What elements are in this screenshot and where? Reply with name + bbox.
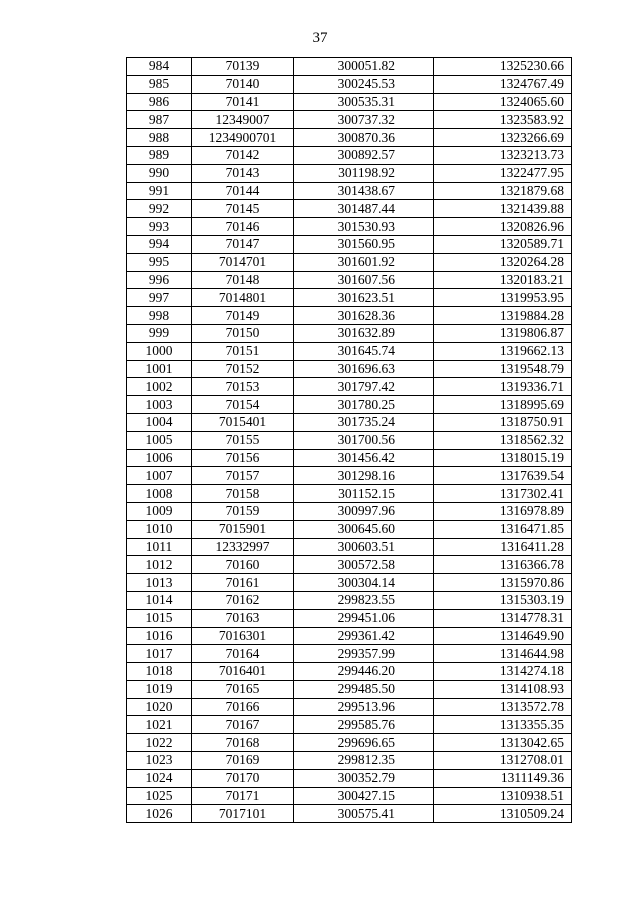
cell-y-coordinate: 1319548.79	[434, 360, 572, 378]
cell-y-coordinate: 1321879.68	[434, 182, 572, 200]
cell-point-number: 999	[127, 324, 192, 342]
cell-y-coordinate: 1318562.32	[434, 431, 572, 449]
cell-y-coordinate: 1317639.54	[434, 467, 572, 485]
cell-y-coordinate: 1310938.51	[434, 787, 572, 805]
table-row	[127, 591, 572, 609]
cell-y-coordinate: 1322477.95	[434, 164, 572, 182]
cell-x-coordinate: 301628.36	[294, 307, 434, 325]
cell-point-id: 70155	[192, 431, 294, 449]
cell-point-id: 7014801	[192, 289, 294, 307]
table-row	[127, 200, 572, 218]
cell-point-id: 70161	[192, 574, 294, 592]
cell-point-id: 70140	[192, 75, 294, 93]
cell-point-id: 70171	[192, 787, 294, 805]
cell-point-id: 70170	[192, 769, 294, 787]
table-row	[127, 360, 572, 378]
cell-x-coordinate: 300572.58	[294, 556, 434, 574]
cell-point-id: 70152	[192, 360, 294, 378]
cell-y-coordinate: 1312708.01	[434, 752, 572, 770]
table-row	[127, 378, 572, 396]
cell-x-coordinate: 299696.65	[294, 734, 434, 752]
cell-y-coordinate: 1319953.95	[434, 289, 572, 307]
cell-x-coordinate: 300352.79	[294, 769, 434, 787]
table-row	[127, 716, 572, 734]
table-row	[127, 182, 572, 200]
table-row	[127, 752, 572, 770]
cell-x-coordinate: 300304.14	[294, 574, 434, 592]
cell-point-number: 1022	[127, 734, 192, 752]
cell-x-coordinate: 301700.56	[294, 431, 434, 449]
cell-x-coordinate: 300737.32	[294, 111, 434, 129]
cell-point-id: 70167	[192, 716, 294, 734]
table-row	[127, 645, 572, 663]
cell-x-coordinate: 301298.16	[294, 467, 434, 485]
cell-point-number: 1019	[127, 680, 192, 698]
cell-x-coordinate: 301623.51	[294, 289, 434, 307]
cell-point-id: 12349007	[192, 111, 294, 129]
cell-point-number: 992	[127, 200, 192, 218]
table-row	[127, 698, 572, 716]
table-row	[127, 680, 572, 698]
cell-y-coordinate: 1323213.73	[434, 146, 572, 164]
table-row	[127, 324, 572, 342]
cell-point-number: 984	[127, 58, 192, 76]
cell-y-coordinate: 1320264.28	[434, 253, 572, 271]
cell-y-coordinate: 1319806.87	[434, 324, 572, 342]
cell-point-number: 1000	[127, 342, 192, 360]
cell-point-id: 70156	[192, 449, 294, 467]
table-row	[127, 805, 572, 823]
table-row	[127, 787, 572, 805]
table-row	[127, 663, 572, 681]
cell-x-coordinate: 299361.42	[294, 627, 434, 645]
cell-point-id: 70153	[192, 378, 294, 396]
cell-point-id: 7015401	[192, 413, 294, 431]
table-row	[127, 164, 572, 182]
cell-y-coordinate: 1324065.60	[434, 93, 572, 111]
cell-x-coordinate: 299357.99	[294, 645, 434, 663]
cell-point-id: 70169	[192, 752, 294, 770]
cell-point-id: 70166	[192, 698, 294, 716]
table-row	[127, 342, 572, 360]
cell-point-number: 1005	[127, 431, 192, 449]
cell-x-coordinate: 300997.96	[294, 502, 434, 520]
cell-y-coordinate: 1319336.71	[434, 378, 572, 396]
cell-point-number: 1021	[127, 716, 192, 734]
table-row	[127, 218, 572, 236]
cell-point-id: 70146	[192, 218, 294, 236]
cell-y-coordinate: 1313572.78	[434, 698, 572, 716]
cell-x-coordinate: 299451.06	[294, 609, 434, 627]
cell-point-id: 1234900701	[192, 129, 294, 147]
cell-x-coordinate: 301645.74	[294, 342, 434, 360]
cell-point-id: 70150	[192, 324, 294, 342]
cell-y-coordinate: 1316471.85	[434, 520, 572, 538]
table-row	[127, 129, 572, 147]
cell-y-coordinate: 1324767.49	[434, 75, 572, 93]
table-row	[127, 431, 572, 449]
cell-point-id: 70149	[192, 307, 294, 325]
cell-point-id: 7015901	[192, 520, 294, 538]
cell-y-coordinate: 1318750.91	[434, 413, 572, 431]
cell-y-coordinate: 1316411.28	[434, 538, 572, 556]
cell-x-coordinate: 300870.36	[294, 129, 434, 147]
cell-y-coordinate: 1320589.71	[434, 235, 572, 253]
table-row	[127, 58, 572, 76]
cell-point-id: 7014701	[192, 253, 294, 271]
cell-point-number: 1026	[127, 805, 192, 823]
table-row	[127, 146, 572, 164]
cell-point-number: 1010	[127, 520, 192, 538]
cell-point-number: 993	[127, 218, 192, 236]
cell-y-coordinate: 1316366.78	[434, 556, 572, 574]
table-row	[127, 449, 572, 467]
cell-point-id: 70159	[192, 502, 294, 520]
cell-y-coordinate: 1323266.69	[434, 129, 572, 147]
cell-x-coordinate: 299485.50	[294, 680, 434, 698]
cell-y-coordinate: 1314644.98	[434, 645, 572, 663]
cell-point-number: 997	[127, 289, 192, 307]
table-row	[127, 556, 572, 574]
table-row	[127, 271, 572, 289]
table-row	[127, 627, 572, 645]
cell-x-coordinate: 301560.95	[294, 235, 434, 253]
cell-y-coordinate: 1314649.90	[434, 627, 572, 645]
cell-point-number: 998	[127, 307, 192, 325]
cell-point-number: 991	[127, 182, 192, 200]
table-row	[127, 609, 572, 627]
cell-y-coordinate: 1320183.21	[434, 271, 572, 289]
table-row	[127, 235, 572, 253]
cell-y-coordinate: 1313355.35	[434, 716, 572, 734]
cell-y-coordinate: 1318015.19	[434, 449, 572, 467]
table-row	[127, 769, 572, 787]
cell-point-id: 12332997	[192, 538, 294, 556]
cell-x-coordinate: 299513.96	[294, 698, 434, 716]
cell-point-id: 70157	[192, 467, 294, 485]
cell-point-number: 1003	[127, 396, 192, 414]
cell-point-number: 989	[127, 146, 192, 164]
table-row	[127, 75, 572, 93]
table-row	[127, 734, 572, 752]
cell-point-number: 1016	[127, 627, 192, 645]
cell-point-number: 1024	[127, 769, 192, 787]
cell-point-number: 994	[127, 235, 192, 253]
cell-point-id: 70151	[192, 342, 294, 360]
cell-point-number: 1004	[127, 413, 192, 431]
cell-point-number: 1011	[127, 538, 192, 556]
cell-point-number: 1001	[127, 360, 192, 378]
cell-x-coordinate: 300535.31	[294, 93, 434, 111]
cell-y-coordinate: 1325230.66	[434, 58, 572, 76]
cell-x-coordinate: 299585.76	[294, 716, 434, 734]
cell-y-coordinate: 1314778.31	[434, 609, 572, 627]
cell-point-number: 1007	[127, 467, 192, 485]
cell-x-coordinate: 301696.63	[294, 360, 434, 378]
cell-point-number: 1015	[127, 609, 192, 627]
cell-point-number: 1008	[127, 485, 192, 503]
cell-point-id: 70141	[192, 93, 294, 111]
cell-y-coordinate: 1315303.19	[434, 591, 572, 609]
cell-point-number: 996	[127, 271, 192, 289]
cell-point-number: 1002	[127, 378, 192, 396]
cell-point-id: 70139	[192, 58, 294, 76]
cell-x-coordinate: 300575.41	[294, 805, 434, 823]
table-row	[127, 485, 572, 503]
cell-x-coordinate: 301456.42	[294, 449, 434, 467]
cell-y-coordinate: 1323583.92	[434, 111, 572, 129]
cell-point-id: 7016301	[192, 627, 294, 645]
cell-y-coordinate: 1314274.18	[434, 663, 572, 681]
cell-x-coordinate: 300245.53	[294, 75, 434, 93]
cell-point-number: 1006	[127, 449, 192, 467]
cell-x-coordinate: 300603.51	[294, 538, 434, 556]
cell-point-id: 70165	[192, 680, 294, 698]
cell-y-coordinate: 1316978.89	[434, 502, 572, 520]
cell-x-coordinate: 300892.57	[294, 146, 434, 164]
cell-x-coordinate: 301780.25	[294, 396, 434, 414]
cell-x-coordinate: 300427.15	[294, 787, 434, 805]
cell-y-coordinate: 1310509.24	[434, 805, 572, 823]
cell-point-id: 70144	[192, 182, 294, 200]
coordinates-table-body	[127, 58, 572, 823]
cell-x-coordinate: 299446.20	[294, 663, 434, 681]
cell-x-coordinate: 300051.82	[294, 58, 434, 76]
cell-x-coordinate: 301530.93	[294, 218, 434, 236]
cell-point-id: 70147	[192, 235, 294, 253]
cell-point-id: 70160	[192, 556, 294, 574]
cell-y-coordinate: 1314108.93	[434, 680, 572, 698]
cell-y-coordinate: 1318995.69	[434, 396, 572, 414]
cell-point-id: 70162	[192, 591, 294, 609]
cell-x-coordinate: 301198.92	[294, 164, 434, 182]
cell-point-id: 70158	[192, 485, 294, 503]
cell-point-number: 990	[127, 164, 192, 182]
cell-y-coordinate: 1315970.86	[434, 574, 572, 592]
cell-x-coordinate: 301735.24	[294, 413, 434, 431]
cell-point-number: 1014	[127, 591, 192, 609]
cell-x-coordinate: 301487.44	[294, 200, 434, 218]
cell-point-id: 70154	[192, 396, 294, 414]
cell-x-coordinate: 299823.55	[294, 591, 434, 609]
cell-point-id: 7016401	[192, 663, 294, 681]
cell-point-id: 7017101	[192, 805, 294, 823]
cell-x-coordinate: 299812.35	[294, 752, 434, 770]
cell-x-coordinate: 301607.56	[294, 271, 434, 289]
table-row	[127, 413, 572, 431]
cell-point-number: 988	[127, 129, 192, 147]
cell-point-number: 1020	[127, 698, 192, 716]
table-row	[127, 574, 572, 592]
cell-x-coordinate: 301797.42	[294, 378, 434, 396]
cell-x-coordinate: 301438.67	[294, 182, 434, 200]
table-row	[127, 307, 572, 325]
cell-point-number: 1012	[127, 556, 192, 574]
table-row	[127, 396, 572, 414]
table-row	[127, 111, 572, 129]
cell-x-coordinate: 300645.60	[294, 520, 434, 538]
cell-point-number: 1013	[127, 574, 192, 592]
cell-point-id: 70148	[192, 271, 294, 289]
cell-y-coordinate: 1313042.65	[434, 734, 572, 752]
table-row	[127, 520, 572, 538]
cell-point-id: 70145	[192, 200, 294, 218]
cell-x-coordinate: 301632.89	[294, 324, 434, 342]
cell-point-number: 1017	[127, 645, 192, 663]
cell-point-number: 1025	[127, 787, 192, 805]
table-row	[127, 538, 572, 556]
cell-point-id: 70142	[192, 146, 294, 164]
cell-point-id: 70143	[192, 164, 294, 182]
cell-point-id: 70163	[192, 609, 294, 627]
cell-x-coordinate: 301152.15	[294, 485, 434, 503]
table-row	[127, 93, 572, 111]
table-row	[127, 289, 572, 307]
cell-point-number: 986	[127, 93, 192, 111]
cell-point-id: 70168	[192, 734, 294, 752]
cell-y-coordinate: 1320826.96	[434, 218, 572, 236]
cell-y-coordinate: 1319662.13	[434, 342, 572, 360]
cell-x-coordinate: 301601.92	[294, 253, 434, 271]
cell-y-coordinate: 1321439.88	[434, 200, 572, 218]
cell-y-coordinate: 1311149.36	[434, 769, 572, 787]
table-row	[127, 253, 572, 271]
cell-y-coordinate: 1319884.28	[434, 307, 572, 325]
cell-point-number: 1018	[127, 663, 192, 681]
cell-point-id: 70164	[192, 645, 294, 663]
cell-point-number: 1009	[127, 502, 192, 520]
page-number: 37	[312, 30, 328, 46]
cell-point-number: 1023	[127, 752, 192, 770]
cell-y-coordinate: 1317302.41	[434, 485, 572, 503]
cell-point-number: 995	[127, 253, 192, 271]
table-row	[127, 467, 572, 485]
cell-point-number: 987	[127, 111, 192, 129]
cell-point-number: 985	[127, 75, 192, 93]
table-row	[127, 502, 572, 520]
coordinates-table	[126, 57, 572, 823]
